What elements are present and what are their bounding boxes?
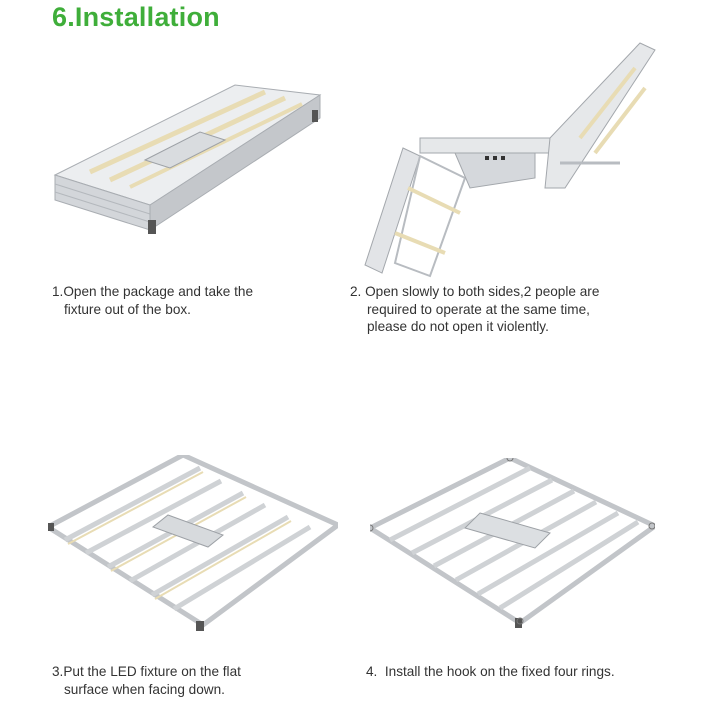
step-3-caption	[52, 663, 241, 698]
step-4-line-1: 4. Install the hook on the fixed four rings.	[366, 664, 615, 679]
folded-fixture-image	[50, 80, 325, 240]
step-1-caption	[52, 283, 253, 318]
step-2-line-3: please do not open it violently.	[367, 319, 549, 334]
step-3-line-2: surface when facing down.	[64, 681, 225, 697]
hook-rings-fixture-image	[370, 458, 655, 633]
step-2-line-2: required to operate at the same time,	[367, 301, 590, 317]
page-title: 6.Installation	[52, 2, 220, 32]
step-3-line-1: 3.Put the LED fixture on the flat	[52, 664, 241, 679]
step-4-caption	[366, 663, 615, 681]
flat-fixture-image	[48, 455, 338, 635]
step-1-line-2: fixture out of the box.	[64, 301, 191, 317]
unfolding-fixture-image	[360, 38, 660, 278]
step-2-line-1: 2. Open slowly to both sides,2 people are	[350, 284, 600, 299]
step-2-caption	[350, 283, 599, 336]
step-1-line-1: 1.Open the package and take the	[52, 284, 254, 299]
